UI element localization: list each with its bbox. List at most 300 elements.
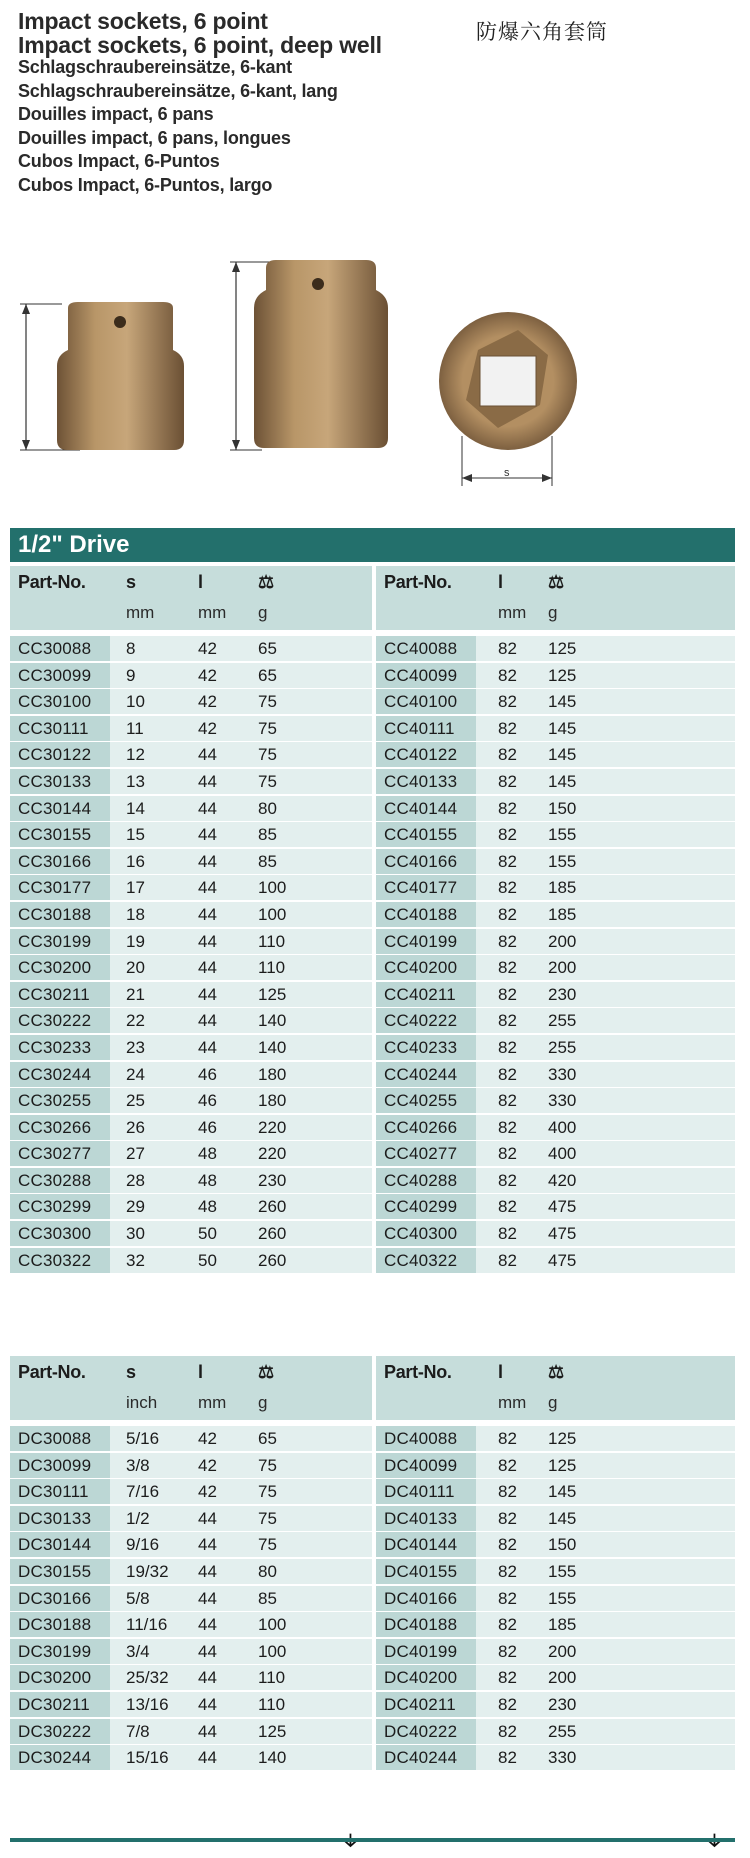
part-number: CC30188 (10, 902, 110, 927)
row-values (476, 1719, 735, 1744)
table-cell: 82 (498, 771, 517, 791)
table-cell: 48 (198, 1144, 217, 1164)
part-number: CC40299 (376, 1194, 476, 1219)
title-en: Impact sockets, 6 point (18, 8, 268, 34)
table-row (10, 1141, 372, 1166)
part-number: DC40088 (376, 1426, 476, 1451)
row-values (476, 1221, 735, 1246)
table-cell: 19 (126, 931, 145, 951)
table-cell: 145 (548, 1508, 577, 1528)
row-values (476, 1453, 735, 1478)
table-header (376, 1356, 735, 1420)
table-cell: 17 (126, 878, 145, 898)
table-cell: 42 (198, 718, 217, 738)
table-row (10, 1194, 372, 1219)
table-cell: 110 (258, 1668, 286, 1688)
table-cell: 42 (198, 692, 217, 712)
table-inch-deep (376, 1356, 735, 1770)
table-row (376, 929, 735, 954)
table-body (10, 1426, 372, 1770)
part-number: DC30199 (10, 1639, 110, 1664)
table-row (10, 1479, 372, 1504)
table-row (10, 1586, 372, 1611)
table-row (10, 1035, 372, 1060)
part-number: CC30200 (10, 955, 110, 980)
row-values (110, 636, 372, 661)
table-cell: 475 (548, 1197, 577, 1217)
table-cell: 85 (258, 825, 277, 845)
part-number: CC30166 (10, 849, 110, 874)
table-cell: 44 (198, 958, 217, 978)
table-row (376, 1745, 735, 1770)
table-cell: 125 (548, 665, 577, 685)
part-number: CC40199 (376, 929, 476, 954)
table-metric-deep (376, 566, 735, 1273)
table-cell: 7/8 (126, 1721, 150, 1741)
unit-weight: g (258, 603, 268, 622)
table-cell: 75 (258, 1455, 277, 1475)
row-values (476, 849, 735, 874)
table-cell: 82 (498, 1197, 517, 1217)
table-cell: 82 (498, 1455, 517, 1475)
table-cell: 82 (498, 1588, 517, 1608)
table-row (376, 1479, 735, 1504)
weight-icon: ⚖ (258, 1362, 274, 1382)
table-body (10, 636, 372, 1273)
table-cell: 44 (198, 851, 217, 871)
table-cell: 110 (258, 931, 286, 951)
part-number: CC40244 (376, 1062, 476, 1087)
row-values (476, 1035, 735, 1060)
row-values (476, 1248, 735, 1273)
table-cell: 14 (126, 798, 145, 818)
table-cell: 185 (548, 1615, 577, 1635)
part-number: DC40222 (376, 1719, 476, 1744)
row-values (110, 1426, 372, 1451)
table-cell: 400 (548, 1117, 577, 1137)
table-cell: 260 (258, 1197, 287, 1217)
part-number: DC30155 (10, 1559, 110, 1584)
table-metric-short (10, 566, 372, 1273)
table-cell: 12 (126, 745, 145, 765)
row-values (110, 875, 372, 900)
table-cell: 145 (548, 745, 577, 765)
row-values (110, 769, 372, 794)
table-cell: 42 (198, 1455, 217, 1475)
table-row (376, 982, 735, 1007)
table-cell: 15/16 (126, 1748, 169, 1768)
table-cell: 5/16 (126, 1429, 160, 1448)
table-row (10, 1506, 372, 1531)
table-cell: 255 (548, 1011, 577, 1031)
row-values (110, 849, 372, 874)
table-cell: 21 (126, 984, 145, 1004)
table-cell: 82 (498, 1694, 517, 1714)
table-row (376, 716, 735, 741)
table-cell: 330 (548, 1091, 577, 1111)
table-cell: 82 (498, 1748, 517, 1768)
table-cell: 82 (498, 984, 517, 1004)
part-number: CC40099 (376, 663, 476, 688)
table-cell: 75 (258, 771, 277, 791)
part-number: DC40188 (376, 1612, 476, 1637)
part-number: CC30233 (10, 1035, 110, 1060)
table-cell: 44 (198, 1668, 217, 1688)
row-values (476, 1532, 735, 1557)
table-row (10, 1062, 372, 1087)
table-cell: 145 (548, 692, 577, 712)
table-cell: 80 (258, 1561, 277, 1581)
row-values (110, 1008, 372, 1033)
table-cell: 29 (126, 1197, 145, 1217)
table-cell: 44 (198, 1508, 217, 1528)
table-row (10, 663, 372, 688)
table-cell: 27 (126, 1144, 145, 1164)
row-values (476, 1426, 735, 1451)
table-row (10, 769, 372, 794)
table-cell: 16 (126, 851, 145, 871)
table-cell: 20 (126, 958, 145, 978)
header-part-no: Part-No. (18, 572, 86, 592)
table-row (10, 902, 372, 927)
table-cell: 7/16 (126, 1482, 160, 1502)
table-row (376, 663, 735, 688)
weight-icon: ⚖ (548, 572, 564, 592)
footer-divider (10, 1838, 735, 1842)
table-cell: 200 (548, 1668, 577, 1688)
table-cell: 82 (498, 878, 517, 898)
table-cell: 125 (548, 1455, 577, 1475)
row-values (476, 663, 735, 688)
title-en-deep: Impact sockets, 6 point, deep well (18, 32, 382, 58)
table-row (376, 1248, 735, 1273)
row-values (476, 1194, 735, 1219)
table-row (376, 796, 735, 821)
table-cell: 82 (498, 1250, 517, 1270)
table-header (10, 566, 372, 630)
table-cell: 65 (258, 639, 277, 658)
table-row (10, 1088, 372, 1113)
table-cell: 100 (258, 878, 287, 898)
table-cell: 82 (498, 1721, 517, 1741)
row-values (110, 902, 372, 927)
table-row (376, 822, 735, 847)
table-cell: 140 (258, 1011, 287, 1031)
table-cell: 260 (258, 1250, 287, 1270)
row-values (110, 1168, 372, 1193)
table-cell: 82 (498, 692, 517, 712)
title-es-deep: Cubos Impact, 6-Puntos, largo (18, 174, 273, 195)
table-cell: 82 (498, 1170, 517, 1190)
row-values (476, 1692, 735, 1717)
table-cell: 180 (258, 1064, 287, 1084)
table-cell: 80 (258, 798, 277, 818)
table-row (376, 1612, 735, 1637)
part-number: CC30122 (10, 742, 110, 767)
table-row (376, 1665, 735, 1690)
weight-icon: ⚖ (548, 1362, 564, 1382)
table-cell: 145 (548, 771, 577, 791)
table-cell: 13/16 (126, 1694, 169, 1714)
table-cell: 200 (548, 1641, 577, 1661)
table-cell: 11 (126, 718, 144, 738)
table-row (376, 1692, 735, 1717)
row-values (110, 1665, 372, 1690)
table-row (376, 769, 735, 794)
table-cell: 140 (258, 1037, 287, 1057)
table-body (376, 636, 735, 1273)
part-number: CC30322 (10, 1248, 110, 1273)
row-values (476, 742, 735, 767)
table-cell: 140 (258, 1748, 287, 1768)
table-cell: 82 (498, 639, 517, 658)
part-number: DC30200 (10, 1665, 110, 1690)
table-row (10, 742, 372, 767)
part-number: CC40111 (376, 716, 476, 741)
table-row (10, 1426, 372, 1451)
part-number: DC40211 (376, 1692, 476, 1717)
row-values (110, 982, 372, 1007)
table-cell: 44 (198, 825, 217, 845)
table-cell: 44 (198, 1694, 217, 1714)
table-cell: 15 (126, 825, 145, 845)
table-cell: 75 (258, 692, 277, 712)
part-number: DC40199 (376, 1639, 476, 1664)
table-cell: 44 (198, 745, 217, 765)
part-number: CC30266 (10, 1115, 110, 1140)
part-number: CC30277 (10, 1141, 110, 1166)
table-header (10, 1356, 372, 1420)
part-number: CC40233 (376, 1035, 476, 1060)
table-cell: 155 (548, 825, 577, 845)
row-values (476, 1168, 735, 1193)
table-row (10, 1115, 372, 1140)
table-row (376, 1141, 735, 1166)
part-number: CC30144 (10, 796, 110, 821)
row-values (110, 822, 372, 847)
table-cell: 475 (548, 1224, 577, 1244)
table-row (376, 689, 735, 714)
table-cell: 26 (126, 1117, 145, 1137)
table-cell: 46 (198, 1091, 217, 1111)
row-values (110, 1745, 372, 1770)
table-cell: 65 (258, 1429, 277, 1448)
table-cell: 75 (258, 745, 277, 765)
table-cell: 155 (548, 1561, 577, 1581)
header-part-no: Part-No. (384, 1362, 452, 1382)
table-row (10, 822, 372, 847)
table-cell: 82 (498, 1641, 517, 1661)
table-cell: 82 (498, 745, 517, 765)
table-cell: 44 (198, 984, 217, 1004)
table-cell: 400 (548, 1144, 577, 1164)
table-row (10, 1665, 372, 1690)
row-values (110, 929, 372, 954)
row-values (110, 1479, 372, 1504)
table-cell: 1/2 (126, 1508, 150, 1528)
table-cell: 44 (198, 798, 217, 818)
part-number: CC30100 (10, 689, 110, 714)
table-row (10, 1692, 372, 1717)
row-values (476, 1062, 735, 1087)
table-cell: 82 (498, 851, 517, 871)
part-number: DC30166 (10, 1586, 110, 1611)
title-fr: Douilles impact, 6 pans (18, 104, 214, 124)
table-row (10, 1248, 372, 1273)
table-cell: 82 (498, 1091, 517, 1111)
table-cell: 82 (498, 958, 517, 978)
table-row (10, 1453, 372, 1478)
table-cell: 255 (548, 1721, 577, 1741)
part-number: CC40300 (376, 1221, 476, 1246)
table-cell: 44 (198, 1037, 217, 1057)
table-cell: 82 (498, 665, 517, 685)
table-cell: 10 (126, 692, 145, 712)
row-values (110, 796, 372, 821)
table-cell: 100 (258, 904, 287, 924)
part-number: DC40244 (376, 1745, 476, 1770)
row-values (110, 1586, 372, 1611)
table-cell: 3/8 (126, 1455, 150, 1475)
short-socket-image (20, 302, 184, 450)
table-cell: 50 (198, 1250, 217, 1270)
table-row (376, 636, 735, 661)
part-number: DC30111 (10, 1479, 110, 1504)
part-number: CC40211 (376, 982, 476, 1007)
weight-icon: ⚖ (258, 572, 274, 592)
table-row (10, 1745, 372, 1770)
header-l: l (498, 572, 503, 592)
table-row (10, 1008, 372, 1033)
part-number: DC40166 (376, 1586, 476, 1611)
row-values (110, 1506, 372, 1531)
table-row (376, 875, 735, 900)
row-values (110, 1115, 372, 1140)
table-cell: 82 (498, 1117, 517, 1137)
table-row (376, 1221, 735, 1246)
row-values (110, 1248, 372, 1273)
row-values (476, 1008, 735, 1033)
part-number: CC30088 (10, 636, 110, 661)
table-cell: 42 (198, 1482, 217, 1502)
row-values (110, 689, 372, 714)
unit-s: inch (126, 1393, 158, 1412)
table-cell: 82 (498, 1037, 517, 1057)
table-cell: 46 (198, 1117, 217, 1137)
row-values (110, 716, 372, 741)
row-values (110, 1559, 372, 1584)
row-values (110, 1532, 372, 1557)
table-cell: 75 (258, 718, 277, 738)
row-values (476, 875, 735, 900)
part-number: DC30133 (10, 1506, 110, 1531)
table-cell: 260 (258, 1224, 287, 1244)
row-values (110, 1692, 372, 1717)
table-cell: 185 (548, 904, 577, 924)
table-cell: 82 (498, 1615, 517, 1635)
part-number: CC40200 (376, 955, 476, 980)
part-number: CC30299 (10, 1194, 110, 1219)
table-body (376, 1426, 735, 1770)
part-number: CC40155 (376, 822, 476, 847)
header-l: l (498, 1362, 503, 1382)
row-values (476, 796, 735, 821)
part-number: CC40277 (376, 1141, 476, 1166)
table-cell: 44 (198, 1641, 217, 1661)
table-cell: 230 (548, 984, 577, 1004)
table-cell: 48 (198, 1170, 217, 1190)
row-values (110, 1194, 372, 1219)
table-cell: 82 (498, 798, 517, 818)
row-values (476, 636, 735, 661)
table-row (10, 689, 372, 714)
row-values (476, 1141, 735, 1166)
table-row (376, 1426, 735, 1451)
unit-l: mm (198, 603, 227, 622)
part-number: DC30244 (10, 1745, 110, 1770)
table-cell: 44 (198, 1588, 217, 1608)
table-row (376, 849, 735, 874)
table-cell: 82 (498, 1011, 517, 1031)
table-cell: 82 (498, 1482, 517, 1502)
part-number: CC30199 (10, 929, 110, 954)
part-number: DC30088 (10, 1426, 110, 1451)
table-row (376, 1194, 735, 1219)
table-row (376, 1532, 735, 1557)
table-cell: 8 (126, 639, 136, 658)
part-number: CC30099 (10, 663, 110, 688)
table-cell: 42 (198, 1429, 217, 1448)
row-values (476, 1665, 735, 1690)
part-number: CC30300 (10, 1221, 110, 1246)
part-number: CC40122 (376, 742, 476, 767)
table-cell: 28 (126, 1170, 145, 1190)
table-cell: 110 (258, 958, 286, 978)
part-number: CC30211 (10, 982, 110, 1007)
table-cell: 82 (498, 718, 517, 738)
table-cell: 330 (548, 1748, 577, 1768)
table-cell: 65 (258, 665, 277, 685)
part-number: DC40155 (376, 1559, 476, 1584)
table-cell: 50 (198, 1224, 217, 1244)
table-cell: 44 (198, 771, 217, 791)
row-values (476, 822, 735, 847)
arrow-down-icon (344, 1828, 357, 1858)
table-cell: 220 (258, 1144, 287, 1164)
table-cell: 82 (498, 1224, 517, 1244)
row-values (476, 1115, 735, 1140)
socket-end-view-image (439, 312, 577, 486)
table-cell: 82 (498, 1429, 517, 1448)
row-values (110, 1141, 372, 1166)
part-number: CC40177 (376, 875, 476, 900)
part-number: DC30144 (10, 1532, 110, 1557)
row-values (476, 1745, 735, 1770)
table-cell: 75 (258, 1535, 277, 1555)
table-cell: 200 (548, 958, 577, 978)
part-number: CC40100 (376, 689, 476, 714)
row-values (476, 982, 735, 1007)
table-row (376, 902, 735, 927)
row-values (476, 1639, 735, 1664)
table-cell: 125 (548, 639, 577, 658)
table-cell: 85 (258, 851, 277, 871)
table-cell: 180 (258, 1091, 287, 1111)
title-de: Schlagschraubereinsätze, 6-kant (18, 57, 292, 77)
part-number: CC30133 (10, 769, 110, 794)
row-values (110, 663, 372, 688)
table-cell: 82 (498, 904, 517, 924)
